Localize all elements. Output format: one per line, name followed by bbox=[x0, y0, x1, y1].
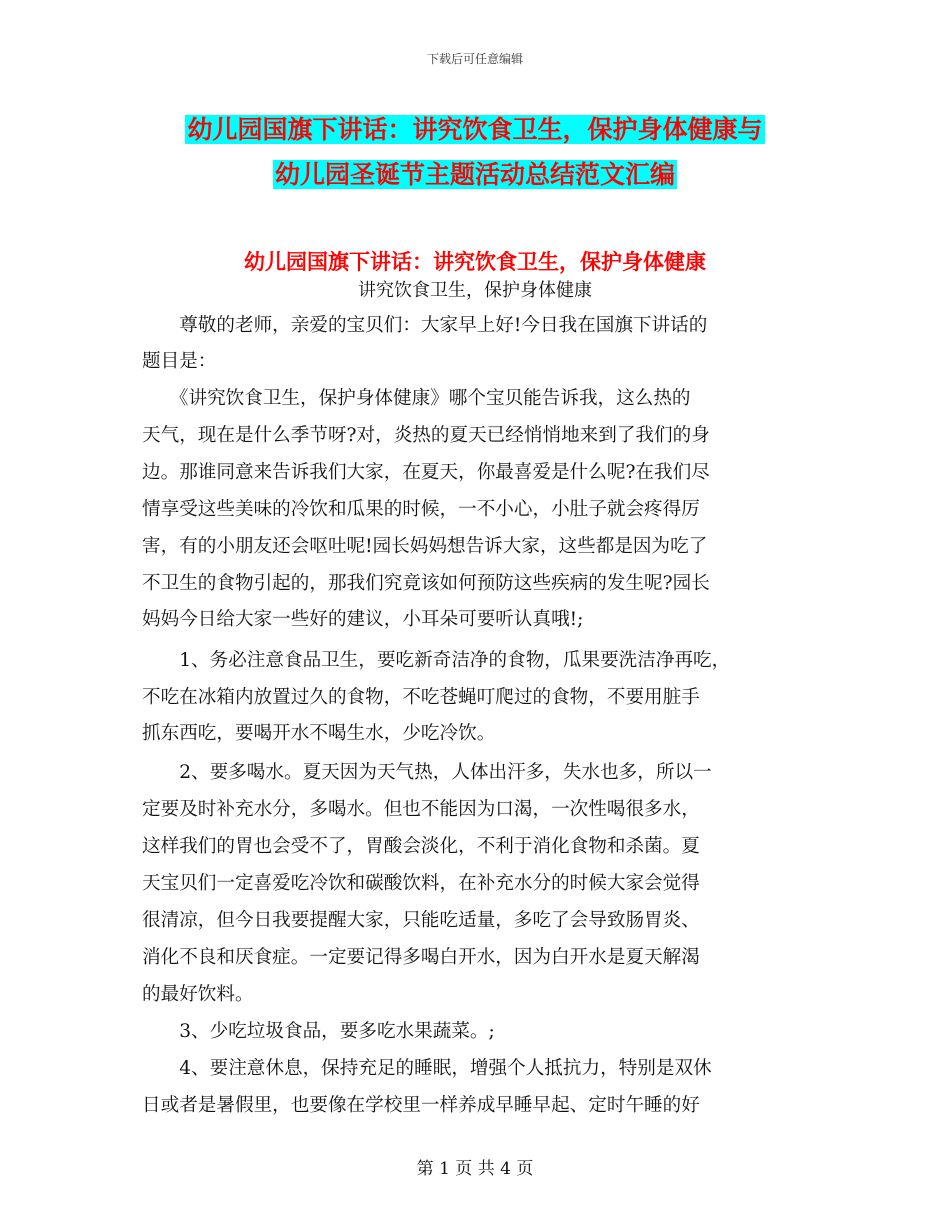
body-line: 害，有的小朋友还会呕吐呢!园长妈妈想告诉大家，这些都是因为吃了 bbox=[142, 536, 708, 557]
body-line: 的最好饮料。 bbox=[142, 984, 254, 1005]
body-line: 2、要多喝水。夏天因为天气热，人体出汗多，失水也多，所以一 bbox=[142, 762, 712, 783]
body-line: 抓东西吃，要喝开水不喝生水，少吃冷饮。 bbox=[142, 723, 496, 744]
body-line: 边。那谁同意来告诉我们大家，在夏天，你最喜爱是什么呢?在我们尽 bbox=[142, 462, 710, 483]
body-line: 不卫生的食物引起的，那我们究竟该如何预防这些疾病的发生呢?园长 bbox=[142, 573, 710, 594]
body-line: 消化不良和厌食症。一定要记得多喝白开水，因为白开水是夏天解渴 bbox=[142, 947, 700, 968]
section-title: 幼儿园国旗下讲话：讲究饮食卫生，保护身体健康 bbox=[244, 250, 706, 274]
page-number-footer: 第 1 页 共 4 页 bbox=[416, 1159, 534, 1179]
body-line: 4、要注意休息，保持充足的睡眠，增强个人抵抗力，特别是双休 bbox=[142, 1058, 712, 1079]
document-title-line-2 bbox=[0, 157, 950, 193]
body-line: 3、少吃垃圾食品，要多吃水果蔬菜。; bbox=[142, 1021, 495, 1042]
title-highlight-2: 幼儿园圣诞节主题活动总结范文汇编 bbox=[274, 160, 675, 189]
body-line: 天气，现在是什么季节呀?对，炎热的夏天已经悄悄地来到了我们的身 bbox=[142, 425, 710, 446]
body-line: 日或者是暑假里，也要像在学校里一样养成早睡早起、定时午睡的好 bbox=[142, 1095, 700, 1116]
body-line: 定要及时补充水分，多喝水。但也不能因为口渴，一次性喝很多水， bbox=[142, 799, 700, 820]
body-line: 天宝贝们一定喜爱吃冷饮和碳酸饮料，在补充水分的时候大家会觉得 bbox=[142, 873, 700, 894]
body-line: 1、务必注意食品卫生，要吃新奇洁净的食物，瓜果要洗洁净再吃， bbox=[142, 650, 731, 671]
body-line: 妈妈今日给大家一些好的建议，小耳朵可要听认真哦!; bbox=[142, 609, 584, 630]
body-line: 这样我们的胃也会受不了，胃酸会淡化，不利于消化食物和杀菌。夏 bbox=[142, 836, 700, 857]
title-highlight-1: 幼儿园国旗下讲话：讲究饮食卫生，保护身体健康与 bbox=[187, 115, 763, 144]
page-header-note: 下载后可任意编辑 bbox=[426, 52, 523, 66]
body-line: 尊敬的老师，亲爱的宝贝们：大家早上好!今日我在国旗下讲话的 bbox=[142, 315, 708, 336]
document-title-line-1 bbox=[0, 112, 950, 148]
section-subtitle: 讲究饮食卫生，保护身体健康 bbox=[358, 280, 592, 301]
body-line: 题目是： bbox=[142, 351, 217, 372]
body-line: 《讲究饮食卫生，保护身体健康》哪个宝贝能告诉我，这么热的 bbox=[142, 388, 691, 409]
body-line: 情享受这些美味的冷饮和瓜果的时候，一不小心，小肚子就会疼得厉 bbox=[142, 499, 700, 520]
body-line: 不吃在冰箱内放置过久的食物，不吃苍蝇叮爬过的食物，不要用脏手 bbox=[142, 687, 700, 708]
body-line: 很清凉，但今日我要提醒大家，只能吃适量，多吃了会导致肠胃炎、 bbox=[142, 910, 700, 931]
